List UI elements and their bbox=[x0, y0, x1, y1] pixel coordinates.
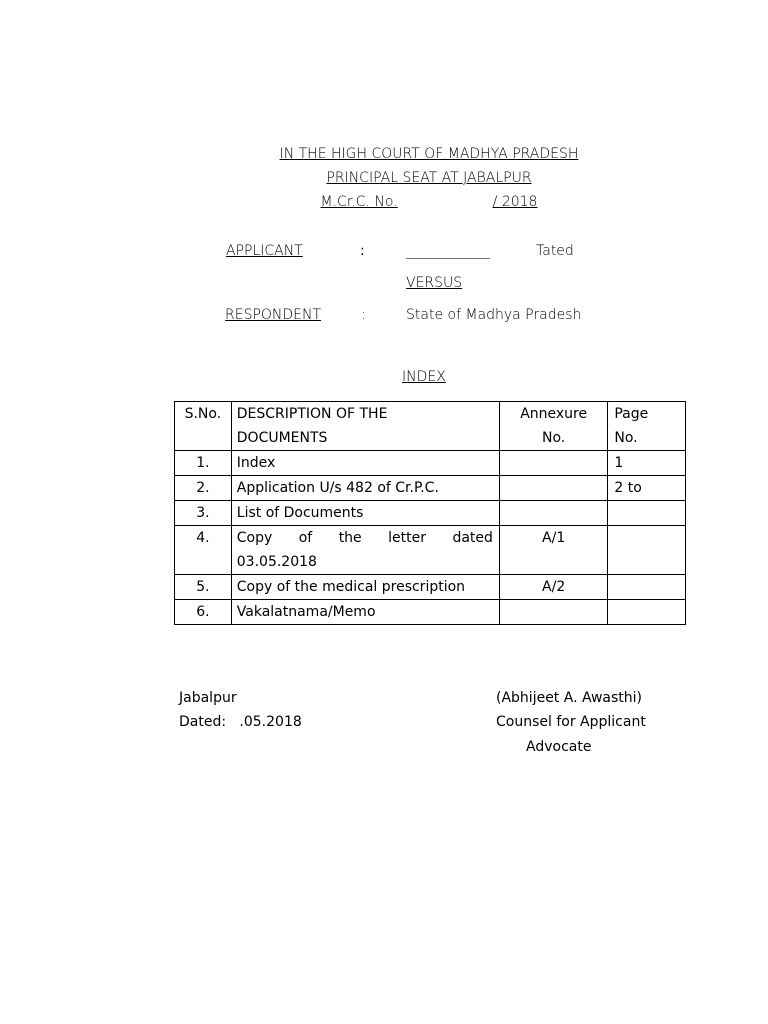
col-page-header: Page No. bbox=[608, 402, 686, 451]
versus-heading: VERSUS bbox=[406, 275, 463, 291]
row-description bbox=[231, 526, 499, 575]
index-title: INDEX bbox=[402, 369, 446, 385]
row-sno: 6. bbox=[175, 600, 232, 625]
col-annexure-header: Annexure No. bbox=[499, 402, 607, 451]
col-sno-header: S.No. bbox=[175, 402, 232, 451]
row-page bbox=[608, 600, 686, 625]
row-page: 1 bbox=[608, 451, 686, 476]
respondent-label: RESPONDENT bbox=[225, 307, 322, 323]
row-description: Copy of the medical prescription bbox=[231, 575, 499, 600]
case-year: / 2018 bbox=[492, 194, 538, 210]
index-table bbox=[174, 401, 686, 625]
row-page bbox=[608, 575, 686, 600]
row-annexure bbox=[499, 600, 607, 625]
row-page bbox=[608, 526, 686, 575]
table-header-row bbox=[175, 402, 686, 451]
row-annexure bbox=[499, 451, 607, 476]
row-annexure bbox=[499, 501, 607, 526]
table-row bbox=[175, 501, 686, 526]
row-annexure: A/2 bbox=[499, 575, 607, 600]
row-description: Index bbox=[231, 451, 499, 476]
row-description: List of Documents bbox=[231, 501, 499, 526]
table-row bbox=[175, 526, 686, 575]
table-row bbox=[175, 575, 686, 600]
counsel-name: (Abhijeet A. Awasthi) bbox=[496, 690, 643, 706]
row-sno: 2. bbox=[175, 476, 232, 501]
table-row bbox=[175, 476, 686, 501]
date-line: Dated: .05.2018 bbox=[179, 714, 302, 730]
table-row bbox=[175, 600, 686, 625]
respondent-name: State of Madhya Pradesh bbox=[406, 307, 582, 323]
row-sno: 5. bbox=[175, 575, 232, 600]
row-description: Vakalatnama/Memo bbox=[231, 600, 499, 625]
description-line-2: 03.05.2018 bbox=[236, 554, 317, 570]
row-page bbox=[608, 501, 686, 526]
counsel-title: Advocate bbox=[526, 739, 592, 755]
court-name-line: IN THE HIGH COURT OF MADHYA PRADESH bbox=[279, 146, 579, 162]
description-line-1: Copy of the letter dated bbox=[236, 530, 493, 546]
respondent-colon: : bbox=[361, 307, 366, 323]
place: Jabalpur bbox=[179, 690, 237, 706]
table-row bbox=[175, 451, 686, 476]
court-seat-line: PRINCIPAL SEAT AT JABALPUR bbox=[326, 170, 532, 186]
row-description: Application U/s 482 of Cr.P.C. bbox=[231, 476, 499, 501]
row-sno: 4. bbox=[175, 526, 232, 575]
col-description-header: DESCRIPTION OF THE DOCUMENTS bbox=[231, 402, 499, 451]
applicant-label: APPLICANT bbox=[226, 243, 303, 259]
counsel-role: Counsel for Applicant bbox=[496, 714, 646, 730]
row-page: 2 to bbox=[608, 476, 686, 501]
row-annexure bbox=[499, 476, 607, 501]
case-number-line bbox=[0, 194, 768, 210]
row-sno: 3. bbox=[175, 501, 232, 526]
row-sno: 1. bbox=[175, 451, 232, 476]
applicant-colon: : bbox=[360, 243, 365, 259]
applicant-name: Tated bbox=[536, 243, 574, 259]
row-annexure: A/1 bbox=[499, 526, 607, 575]
case-prefix: M.Cr.C. No. bbox=[320, 194, 398, 210]
applicant-blank: ____________ bbox=[406, 243, 490, 259]
